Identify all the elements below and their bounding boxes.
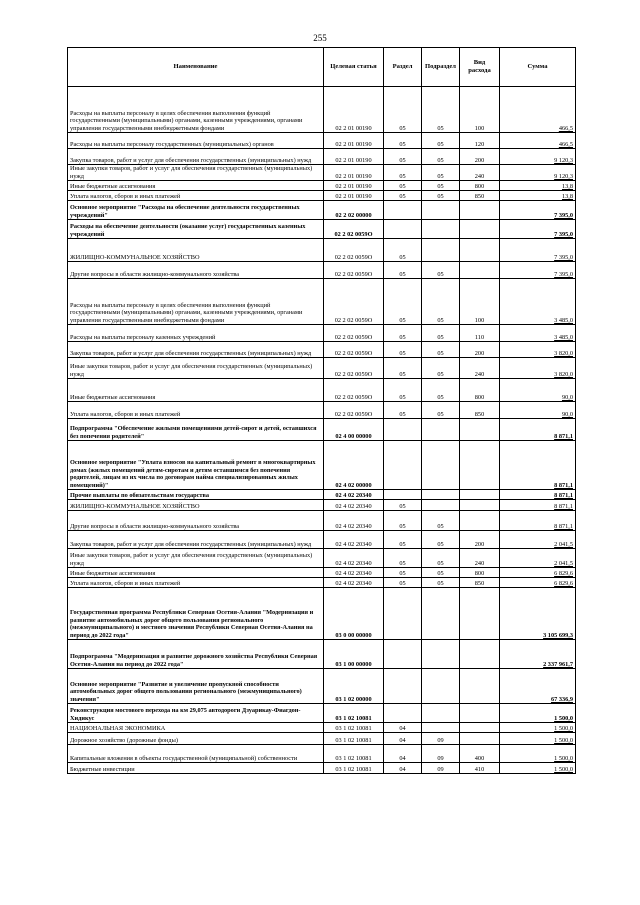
row-target-cell: 02 2 02 0059О bbox=[324, 342, 384, 358]
row-target-cell: 02 2 01 00190 bbox=[324, 133, 384, 149]
row-name-cell: Уплата налогов, сборов и иных платежей bbox=[68, 402, 324, 419]
row-type-cell: 100 bbox=[460, 279, 500, 325]
row-section-cell bbox=[384, 704, 422, 723]
row-type-cell bbox=[460, 640, 500, 669]
row-subsection-cell: 09 bbox=[422, 733, 460, 745]
row-type-cell: 800 bbox=[460, 181, 500, 191]
row-subsection-cell: 05 bbox=[422, 568, 460, 578]
table-row bbox=[68, 133, 576, 149]
table-row bbox=[68, 262, 576, 279]
row-sum-cell: 1 500,0 bbox=[500, 763, 576, 774]
row-sum-cell: 3 820,0 bbox=[500, 358, 576, 379]
row-target-cell: 03 1 02 10081 bbox=[324, 763, 384, 774]
row-section-cell: 04 bbox=[384, 733, 422, 745]
table-row bbox=[68, 511, 576, 531]
row-section-cell: 05 bbox=[384, 379, 422, 402]
row-type-cell bbox=[460, 669, 500, 704]
row-name-cell: НАЦИОНАЛЬНАЯ ЭКОНОМИКА bbox=[68, 723, 324, 733]
header-name: Наименование bbox=[68, 48, 324, 87]
row-subsection-cell: 05 bbox=[422, 402, 460, 419]
row-section-cell: 05 bbox=[384, 358, 422, 379]
row-subsection-cell: 05 bbox=[422, 133, 460, 149]
row-sum-cell: 1 500,0 bbox=[500, 723, 576, 733]
table-row bbox=[68, 379, 576, 402]
row-sum-cell: 9 120,3 bbox=[500, 149, 576, 165]
row-type-cell bbox=[460, 201, 500, 220]
row-subsection-cell bbox=[422, 588, 460, 640]
row-sum-cell: 2 041,5 bbox=[500, 531, 576, 549]
row-sum-cell: 8 871,1 bbox=[500, 511, 576, 531]
row-type-cell: 120 bbox=[460, 133, 500, 149]
row-type-cell bbox=[460, 511, 500, 531]
row-target-cell: 02 4 02 20340 bbox=[324, 511, 384, 531]
row-sum-cell: 13,8 bbox=[500, 181, 576, 191]
row-subsection-cell: 05 bbox=[422, 87, 460, 133]
table-row bbox=[68, 745, 576, 763]
row-type-cell: 850 bbox=[460, 578, 500, 588]
row-type-cell: 800 bbox=[460, 568, 500, 578]
row-target-cell: 02 2 01 00190 bbox=[324, 149, 384, 165]
row-sum-cell: 7 395,0 bbox=[500, 201, 576, 220]
row-type-cell: 240 bbox=[460, 549, 500, 568]
row-subsection-cell bbox=[422, 201, 460, 220]
row-target-cell: 03 1 00 00000 bbox=[324, 640, 384, 669]
row-sum-cell: 1 500,0 bbox=[500, 704, 576, 723]
row-section-cell: 05 bbox=[384, 342, 422, 358]
table-row bbox=[68, 201, 576, 220]
table-row bbox=[68, 441, 576, 490]
row-name-cell: Реконструкция мостового перехода на км 29,075 автодороги Дзуарикау-Фиагдон-Хидикус bbox=[68, 704, 324, 723]
row-target-cell: 02 2 02 0059О bbox=[324, 279, 384, 325]
row-name-cell: Прочие выплаты по обязательствам государства bbox=[68, 490, 324, 500]
row-type-cell: 850 bbox=[460, 191, 500, 201]
row-name-cell: Уплата налогов, сборов и иных платежей bbox=[68, 191, 324, 201]
row-section-cell: 05 bbox=[384, 133, 422, 149]
row-sum-cell: 2 041,5 bbox=[500, 549, 576, 568]
row-target-cell: 02 2 01 00190 bbox=[324, 87, 384, 133]
row-section-cell: 05 bbox=[384, 578, 422, 588]
row-sum-cell: 3 485,0 bbox=[500, 325, 576, 342]
row-target-cell: 02 2 02 0059О bbox=[324, 262, 384, 279]
row-subsection-cell: 09 bbox=[422, 745, 460, 763]
row-name-cell: Иные бюджетные ассигнования bbox=[68, 568, 324, 578]
table-row bbox=[68, 87, 576, 133]
row-type-cell: 100 bbox=[460, 87, 500, 133]
row-subsection-cell bbox=[422, 640, 460, 669]
row-sum-cell: 466,5 bbox=[500, 87, 576, 133]
table-row bbox=[68, 588, 576, 640]
row-subsection-cell: 05 bbox=[422, 511, 460, 531]
table-row bbox=[68, 419, 576, 441]
row-type-cell: 800 bbox=[460, 379, 500, 402]
row-name-cell: Закупка товаров, работ и услуг для обеспечения государственных (муниципальных) нужд bbox=[68, 342, 324, 358]
row-name-cell: Подпрограмма "Модернизация и развитие дорожного хозяйства Республики Северная Осетия-Алания на период до 2022 года" bbox=[68, 640, 324, 669]
row-section-cell: 05 bbox=[384, 325, 422, 342]
row-subsection-cell: 05 bbox=[422, 181, 460, 191]
row-type-cell bbox=[460, 239, 500, 262]
row-section-cell: 05 bbox=[384, 87, 422, 133]
row-name-cell: Иные закупки товаров, работ и услуг для обеспечения государственных (муниципальных) нужд bbox=[68, 358, 324, 379]
row-section-cell: 05 bbox=[384, 181, 422, 191]
row-sum-cell: 6 829,6 bbox=[500, 568, 576, 578]
table-row bbox=[68, 490, 576, 500]
row-sum-cell: 466,5 bbox=[500, 133, 576, 149]
row-sum-cell: 1 500,0 bbox=[500, 733, 576, 745]
row-type-cell bbox=[460, 588, 500, 640]
row-type-cell: 110 bbox=[460, 325, 500, 342]
row-target-cell: 03 0 00 00000 bbox=[324, 588, 384, 640]
row-target-cell: 02 2 02 0059О bbox=[324, 239, 384, 262]
table-row bbox=[68, 325, 576, 342]
row-section-cell: 05 bbox=[384, 165, 422, 181]
row-subsection-cell: 05 bbox=[422, 262, 460, 279]
table-row bbox=[68, 549, 576, 568]
row-name-cell: ЖИЛИЩНО-КОММУНАЛЬНОЕ ХОЗЯЙСТВО bbox=[68, 239, 324, 262]
row-target-cell: 02 2 02 0059О bbox=[324, 379, 384, 402]
row-section-cell bbox=[384, 201, 422, 220]
row-name-cell: Капитальные вложения в объекты государственной (муниципальной) собственности bbox=[68, 745, 324, 763]
row-sum-cell: 90,0 bbox=[500, 402, 576, 419]
table-row bbox=[68, 358, 576, 379]
table-row bbox=[68, 723, 576, 733]
row-sum-cell: 13,8 bbox=[500, 191, 576, 201]
row-type-cell: 200 bbox=[460, 531, 500, 549]
row-sum-cell: 2 337 961,7 bbox=[500, 640, 576, 669]
row-subsection-cell bbox=[422, 500, 460, 511]
row-name-cell: Государственная программа Республики Северная Осетия-Алания "Модернизация и развитие автомобильных дорог общего пользования регионального (межмуниципального) и местного значения Республики Северная Осетия-Алания на период до 2022 года" bbox=[68, 588, 324, 640]
row-sum-cell: 7 395,0 bbox=[500, 220, 576, 239]
table-row bbox=[68, 568, 576, 578]
row-section-cell: 04 bbox=[384, 745, 422, 763]
header-subsection: Подраздел bbox=[422, 48, 460, 87]
row-target-cell: 02 2 01 00190 bbox=[324, 181, 384, 191]
row-target-cell: 03 1 02 10081 bbox=[324, 745, 384, 763]
table-row bbox=[68, 763, 576, 774]
row-section-cell: 05 bbox=[384, 402, 422, 419]
row-target-cell: 02 2 02 0059О bbox=[324, 220, 384, 239]
row-target-cell: 02 4 02 20340 bbox=[324, 490, 384, 500]
row-type-cell bbox=[460, 704, 500, 723]
row-section-cell bbox=[384, 588, 422, 640]
row-subsection-cell: 05 bbox=[422, 325, 460, 342]
row-subsection-cell: 05 bbox=[422, 149, 460, 165]
row-subsection-cell bbox=[422, 723, 460, 733]
table-row bbox=[68, 578, 576, 588]
row-target-cell: 02 2 02 0059О bbox=[324, 358, 384, 379]
row-sum-cell: 8 871,1 bbox=[500, 490, 576, 500]
row-sum-cell: 7 395,0 bbox=[500, 262, 576, 279]
table-row bbox=[68, 191, 576, 201]
row-section-cell: 05 bbox=[384, 531, 422, 549]
row-type-cell: 240 bbox=[460, 165, 500, 181]
row-section-cell bbox=[384, 441, 422, 490]
table-row bbox=[68, 279, 576, 325]
row-name-cell: Расходы на выплаты персоналу в целях обеспечения выполнения функций государственными (муниципальными) органами, казенными учреждениями, органами управления государственными внебюджетными фондами bbox=[68, 87, 324, 133]
row-name-cell: Другие вопросы в области жилищно-коммунального хозяйства bbox=[68, 262, 324, 279]
row-subsection-cell bbox=[422, 419, 460, 441]
row-type-cell: 200 bbox=[460, 342, 500, 358]
table-row bbox=[68, 669, 576, 704]
row-section-cell bbox=[384, 640, 422, 669]
table-row bbox=[68, 733, 576, 745]
row-target-cell: 02 4 00 00000 bbox=[324, 419, 384, 441]
row-target-cell: 02 2 01 00190 bbox=[324, 191, 384, 201]
row-sum-cell: 90,0 bbox=[500, 379, 576, 402]
row-subsection-cell bbox=[422, 490, 460, 500]
row-type-cell bbox=[460, 441, 500, 490]
row-subsection-cell: 05 bbox=[422, 531, 460, 549]
row-sum-cell: 8 871,1 bbox=[500, 441, 576, 490]
row-sum-cell: 9 120,3 bbox=[500, 165, 576, 181]
row-type-cell: 410 bbox=[460, 763, 500, 774]
row-name-cell: Другие вопросы в области жилищно-коммунального хозяйства bbox=[68, 511, 324, 531]
row-subsection-cell bbox=[422, 239, 460, 262]
row-subsection-cell: 05 bbox=[422, 191, 460, 201]
row-sum-cell: 8 871,1 bbox=[500, 500, 576, 511]
row-subsection-cell: 05 bbox=[422, 165, 460, 181]
row-name-cell: Расходы на выплаты персоналу в целях обеспечения выполнения функций государственными (муниципальными) органами, казенными учреждениями, органами управления государственными внебюджетными фондами bbox=[68, 279, 324, 325]
header-sum: Сумма bbox=[500, 48, 576, 87]
row-name-cell: Основное мероприятие "Развитие и увеличение пропускной способности автомобильных дорог общего пользования регионального (межмуниципального) значения" bbox=[68, 669, 324, 704]
row-type-cell bbox=[460, 419, 500, 441]
row-sum-cell: 3 820,0 bbox=[500, 342, 576, 358]
row-type-cell: 200 bbox=[460, 149, 500, 165]
row-name-cell: Иные закупки товаров, работ и услуг для обеспечения государственных (муниципальных) нужд bbox=[68, 165, 324, 181]
row-name-cell: Закупка товаров, работ и услуг для обеспечения государственных (муниципальных) нужд bbox=[68, 149, 324, 165]
row-name-cell: Иные бюджетные ассигнования bbox=[68, 181, 324, 191]
budget-table bbox=[67, 47, 576, 774]
row-target-cell: 02 2 02 0059О bbox=[324, 402, 384, 419]
table-header-row bbox=[68, 48, 576, 87]
table-row bbox=[68, 220, 576, 239]
row-section-cell: 05 bbox=[384, 191, 422, 201]
row-section-cell: 05 bbox=[384, 511, 422, 531]
row-target-cell: 02 4 02 20340 bbox=[324, 531, 384, 549]
row-subsection-cell: 05 bbox=[422, 549, 460, 568]
row-name-cell: Иные закупки товаров, работ и услуг для обеспечения государственных (муниципальных) нужд bbox=[68, 549, 324, 568]
row-target-cell: 02 2 02 0059О bbox=[324, 325, 384, 342]
row-section-cell bbox=[384, 220, 422, 239]
row-name-cell: ЖИЛИЩНО-КОММУНАЛЬНОЕ ХОЗЯЙСТВО bbox=[68, 500, 324, 511]
row-section-cell: 05 bbox=[384, 262, 422, 279]
row-subsection-cell: 05 bbox=[422, 379, 460, 402]
table-row bbox=[68, 402, 576, 419]
row-target-cell: 03 1 02 00000 bbox=[324, 669, 384, 704]
row-sum-cell: 7 395,0 bbox=[500, 239, 576, 262]
row-name-cell: Закупка товаров, работ и услуг для обеспечения государственных (муниципальных) нужд bbox=[68, 531, 324, 549]
row-section-cell: 05 bbox=[384, 239, 422, 262]
row-name-cell: Основное мероприятие "Расходы на обеспечение деятельности государственных учреждений" bbox=[68, 201, 324, 220]
table-row bbox=[68, 165, 576, 181]
table-row bbox=[68, 239, 576, 262]
row-target-cell: 02 4 02 20340 bbox=[324, 500, 384, 511]
row-sum-cell: 6 829,6 bbox=[500, 578, 576, 588]
row-section-cell: 04 bbox=[384, 723, 422, 733]
row-subsection-cell bbox=[422, 220, 460, 239]
row-section-cell: 05 bbox=[384, 549, 422, 568]
row-section-cell: 05 bbox=[384, 149, 422, 165]
row-target-cell: 03 1 02 10081 bbox=[324, 704, 384, 723]
row-subsection-cell: 05 bbox=[422, 358, 460, 379]
row-subsection-cell bbox=[422, 704, 460, 723]
row-type-cell bbox=[460, 500, 500, 511]
row-subsection-cell: 05 bbox=[422, 342, 460, 358]
row-target-cell: 03 1 02 10081 bbox=[324, 733, 384, 745]
table-row bbox=[68, 704, 576, 723]
row-name-cell: Уплата налогов, сборов и иных платежей bbox=[68, 578, 324, 588]
row-name-cell: Иные бюджетные ассигнования bbox=[68, 379, 324, 402]
row-name-cell: Расходы на обеспечение деятельности (оказание услуг) государственных казенных учреждений bbox=[68, 220, 324, 239]
row-sum-cell: 3 105 699,3 bbox=[500, 588, 576, 640]
row-subsection-cell: 09 bbox=[422, 763, 460, 774]
row-type-cell: 240 bbox=[460, 358, 500, 379]
row-section-cell: 05 bbox=[384, 500, 422, 511]
row-sum-cell: 67 336,9 bbox=[500, 669, 576, 704]
row-section-cell bbox=[384, 490, 422, 500]
row-subsection-cell bbox=[422, 669, 460, 704]
table-row bbox=[68, 342, 576, 358]
row-sum-cell: 8 871,1 bbox=[500, 419, 576, 441]
row-target-cell: 03 1 02 10081 bbox=[324, 723, 384, 733]
row-section-cell: 04 bbox=[384, 763, 422, 774]
row-subsection-cell bbox=[422, 441, 460, 490]
row-type-cell bbox=[460, 733, 500, 745]
header-expense-type: Вид расхода bbox=[460, 48, 500, 87]
row-sum-cell: 3 485,0 bbox=[500, 279, 576, 325]
row-subsection-cell: 05 bbox=[422, 279, 460, 325]
row-type-cell bbox=[460, 220, 500, 239]
row-section-cell bbox=[384, 419, 422, 441]
row-type-cell bbox=[460, 262, 500, 279]
row-target-cell: 02 2 02 00000 bbox=[324, 201, 384, 220]
table-body bbox=[68, 87, 576, 774]
row-target-cell: 02 2 01 00190 bbox=[324, 165, 384, 181]
row-target-cell: 02 4 02 20340 bbox=[324, 568, 384, 578]
row-section-cell: 05 bbox=[384, 568, 422, 578]
row-name-cell: Дорожное хозяйство (дорожные фонды) bbox=[68, 733, 324, 745]
row-target-cell: 02 4 02 20340 bbox=[324, 549, 384, 568]
row-type-cell bbox=[460, 490, 500, 500]
header-section: Раздел bbox=[384, 48, 422, 87]
table-row bbox=[68, 640, 576, 669]
row-type-cell bbox=[460, 723, 500, 733]
row-name-cell: Основное мероприятие "Уплата взносов на капитальный ремонт в многоквартирных домах (жилых помещений детям-сиротам и детям оставшимся без попечения родителей, лицам из их числа по договорам найма специализированных жилых помещений)" bbox=[68, 441, 324, 490]
row-sum-cell: 1 500,0 bbox=[500, 745, 576, 763]
table-row bbox=[68, 531, 576, 549]
row-name-cell: Расходы на выплаты персоналу государственных (муниципальных) органов bbox=[68, 133, 324, 149]
row-name-cell: Расходы на выплаты персоналу казенных учреждений bbox=[68, 325, 324, 342]
row-name-cell: Бюджетные инвестиции bbox=[68, 763, 324, 774]
page-number: 255 bbox=[313, 33, 327, 43]
row-section-cell bbox=[384, 669, 422, 704]
row-target-cell: 02 4 02 20340 bbox=[324, 578, 384, 588]
table-row bbox=[68, 181, 576, 191]
row-subsection-cell: 05 bbox=[422, 578, 460, 588]
table-row bbox=[68, 500, 576, 511]
row-name-cell: Подпрограмма "Обеспечение жилыми помещениями детей-сирот и детей, оставшихся без попечения родителей" bbox=[68, 419, 324, 441]
row-type-cell: 400 bbox=[460, 745, 500, 763]
header-target: Целевая статья bbox=[324, 48, 384, 87]
row-section-cell: 05 bbox=[384, 279, 422, 325]
row-type-cell: 850 bbox=[460, 402, 500, 419]
table-row bbox=[68, 149, 576, 165]
row-target-cell: 02 4 02 00000 bbox=[324, 441, 384, 490]
